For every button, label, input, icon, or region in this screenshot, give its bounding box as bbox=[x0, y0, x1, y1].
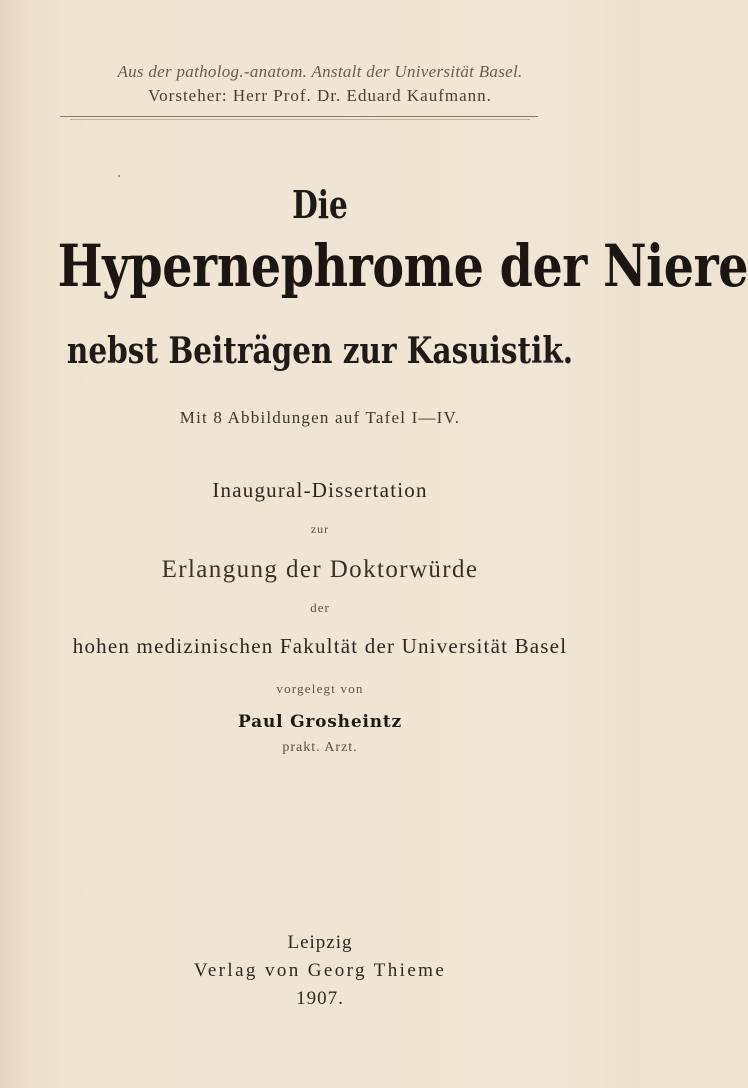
author-name: Paul Grosheintz bbox=[238, 712, 402, 732]
subtitle: nebst Beiträgen zur Kasuistik. bbox=[66, 330, 574, 372]
director-line: Vorsteher: Herr Prof. Dr. Eduard Kaufmann. bbox=[148, 86, 492, 105]
institute-line: Aus der patholog.-anatom. Anstalt der Universität Basel. bbox=[117, 62, 523, 81]
connector-zur: zur bbox=[310, 522, 330, 536]
publication-year: 1907. bbox=[296, 988, 344, 1009]
title-article: Die bbox=[292, 182, 348, 227]
header-rule-thin bbox=[70, 119, 530, 120]
faculty-line: hohen medizinischen Fakultät der Universität Basel bbox=[72, 634, 568, 658]
connector-der: der bbox=[310, 600, 330, 615]
main-title: Hypernephrome der Niere bbox=[57, 232, 748, 300]
header-rule bbox=[60, 116, 538, 117]
dissertation-purpose: Erlangung der Doktorwürde bbox=[161, 556, 479, 583]
submitted-by-label: vorgelegt von bbox=[276, 681, 364, 696]
publication-city: Leipzig bbox=[287, 932, 353, 953]
paper-speck bbox=[118, 175, 120, 177]
plates-note: Mit 8 Abbildungen auf Tafel I—IV. bbox=[179, 408, 461, 427]
dissertation-type: Inaugural-Dissertation bbox=[212, 478, 428, 502]
author-role: prakt. Arzt. bbox=[282, 740, 358, 755]
publisher: Verlag von Georg Thieme bbox=[193, 960, 447, 981]
